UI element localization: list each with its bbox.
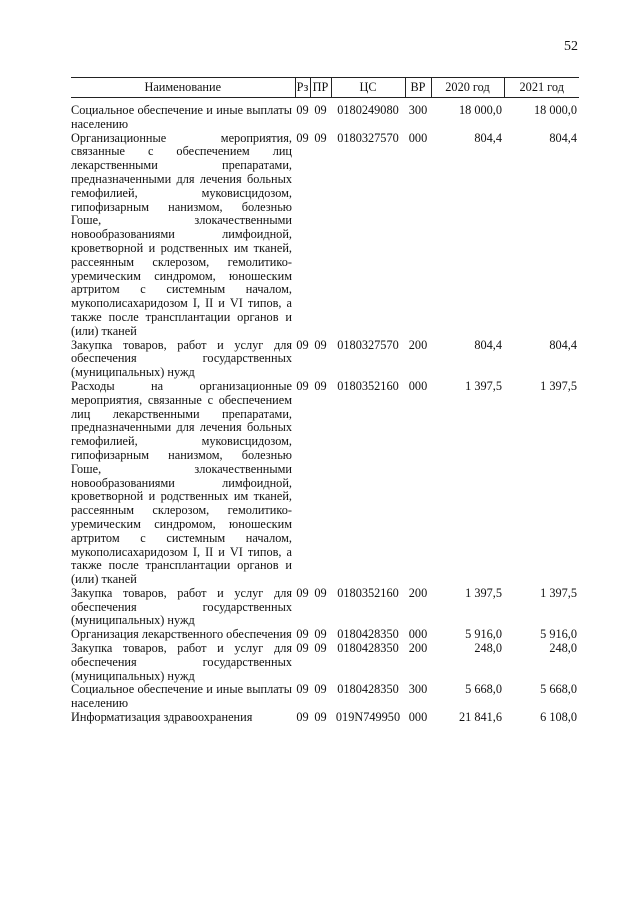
row-2021: 1 397,5 [540, 585, 577, 600]
row-name: Закупка товаров, работ и услуг для обеспечения государственных (муниципальных) нужд [71, 641, 292, 683]
row-name: Социальное обеспечение и иные выплаты населению [71, 682, 292, 711]
row-vr: 000 [408, 378, 428, 393]
table-row [71, 339, 579, 380]
row-rz: 09 [296, 103, 309, 117]
header-vr: ВР [405, 78, 431, 98]
row-2020: 1 397,5 [465, 585, 502, 600]
row-cs: 0180327570 [337, 337, 399, 352]
row-cs: 0180352160 [337, 585, 399, 600]
row-vr: 200 [408, 585, 428, 600]
row-rz: 09 [296, 337, 309, 352]
row-2020: 248,0 [474, 641, 502, 656]
row-pr: 09 [314, 130, 327, 145]
row-rz: 09 [296, 130, 309, 145]
header-name: Наименование [71, 78, 295, 98]
header-cs: ЦС [331, 78, 405, 98]
row-rz: 09 [296, 585, 309, 600]
row-2020: 1 397,5 [465, 378, 502, 393]
table-row [71, 380, 579, 587]
row-cs: 0180352160 [337, 378, 399, 393]
row-pr: 09 [314, 103, 327, 117]
table-row [71, 711, 579, 725]
header-pr: ПР [310, 78, 331, 98]
row-rz: 09 [296, 710, 309, 725]
row-name: Закупка товаров, работ и услуг для обеспечения государственных (муниципальных) нужд [71, 337, 292, 380]
row-name: Организационные мероприятия, связанные с обеспечением лиц лекарственными препаратами, предназначенными для лечения больных гемофилией, муковисцидозом, гипофизарным нанизмом, болезнью Гоше, злокачественными новообразованиями лимфоидной, кроветворной и родственных им тканей, рассеянным склерозом, гемолитико-уремическим синдромом, юношеским артритом с системным началом, мукополисахаридозом I, II и VI типов, а также после трансплантации органов и (или) тканей [71, 130, 292, 338]
row-rz: 09 [296, 627, 309, 642]
row-vr: 300 [408, 682, 428, 697]
table-row [71, 132, 579, 339]
row-2020: 21 841,6 [458, 710, 502, 725]
row-cs: 0180428350 [337, 682, 399, 697]
row-pr: 09 [314, 627, 327, 642]
row-vr: 200 [408, 641, 428, 656]
row-vr: 000 [408, 130, 428, 145]
row-cs: 0180327570 [337, 130, 399, 145]
row-pr: 09 [314, 378, 327, 393]
row-vr: 000 [408, 627, 428, 642]
row-2021: 6 108,0 [540, 710, 577, 725]
row-name: Закупка товаров, работ и услуг для обеспечения государственных (муниципальных) нужд [71, 585, 292, 628]
row-pr: 09 [314, 641, 327, 656]
table-row [71, 642, 579, 683]
row-cs: 019N749950 [335, 710, 401, 725]
row-cs: 0180428350 [337, 627, 399, 642]
row-name: Информатизация здравоохранения [71, 710, 253, 725]
row-vr: 000 [408, 710, 428, 725]
table-row [71, 683, 579, 711]
row-2020: 5 668,0 [465, 682, 502, 697]
row-2020: 18 000,0 [458, 103, 502, 117]
row-cs: 0180249080 [337, 103, 399, 117]
table-row [71, 98, 579, 132]
row-2020: 804,4 [474, 130, 502, 145]
table-row [71, 628, 579, 642]
row-pr: 09 [314, 682, 327, 697]
row-cs: 0180428350 [337, 641, 399, 656]
row-vr: 300 [408, 103, 428, 117]
row-vr: 200 [408, 337, 428, 352]
row-2021: 5 916,0 [540, 627, 577, 642]
row-2021: 18 000,0 [533, 103, 577, 117]
row-2021: 1 397,5 [540, 378, 577, 393]
row-2021: 248,0 [549, 641, 577, 656]
row-rz: 09 [296, 641, 309, 656]
row-2021: 5 668,0 [540, 682, 577, 697]
row-2021: 804,4 [549, 337, 577, 352]
budget-table [71, 77, 579, 725]
row-2020: 5 916,0 [465, 627, 502, 642]
table-row [71, 587, 579, 628]
page-number: 52 [564, 39, 578, 54]
header-2021: 2021 год [504, 78, 579, 98]
row-pr: 09 [314, 337, 327, 352]
table-body [71, 98, 579, 725]
row-pr: 09 [314, 710, 327, 725]
row-name: Расходы на организационные мероприятия, связанные с обеспечением лиц лекарственными препаратами, предназначенными для лечения больных гемофилией, муковисцидозом, гипофизарным нанизмом, болезнью Гоше, злокачественными новообразованиями лимфоидной, кроветворной и родственных им тканей, рассеянным склерозом, гемолитико-уремическим синдромом, юношеским артритом с системным началом, мукополисахаридозом I, II и VI типов, а также после трансплантации органов и (или) тканей [71, 378, 292, 587]
row-2020: 804,4 [474, 337, 502, 352]
header-rz: Рз [295, 78, 310, 98]
header-2020: 2020 год [431, 78, 504, 98]
row-2021: 804,4 [549, 130, 577, 145]
table-header [71, 78, 579, 98]
row-rz: 09 [296, 682, 309, 697]
row-name: Организация лекарственного обеспечения [71, 627, 292, 642]
row-pr: 09 [314, 585, 327, 600]
row-rz: 09 [296, 378, 309, 393]
row-name: Социальное обеспечение и иные выплаты населению [71, 103, 292, 131]
